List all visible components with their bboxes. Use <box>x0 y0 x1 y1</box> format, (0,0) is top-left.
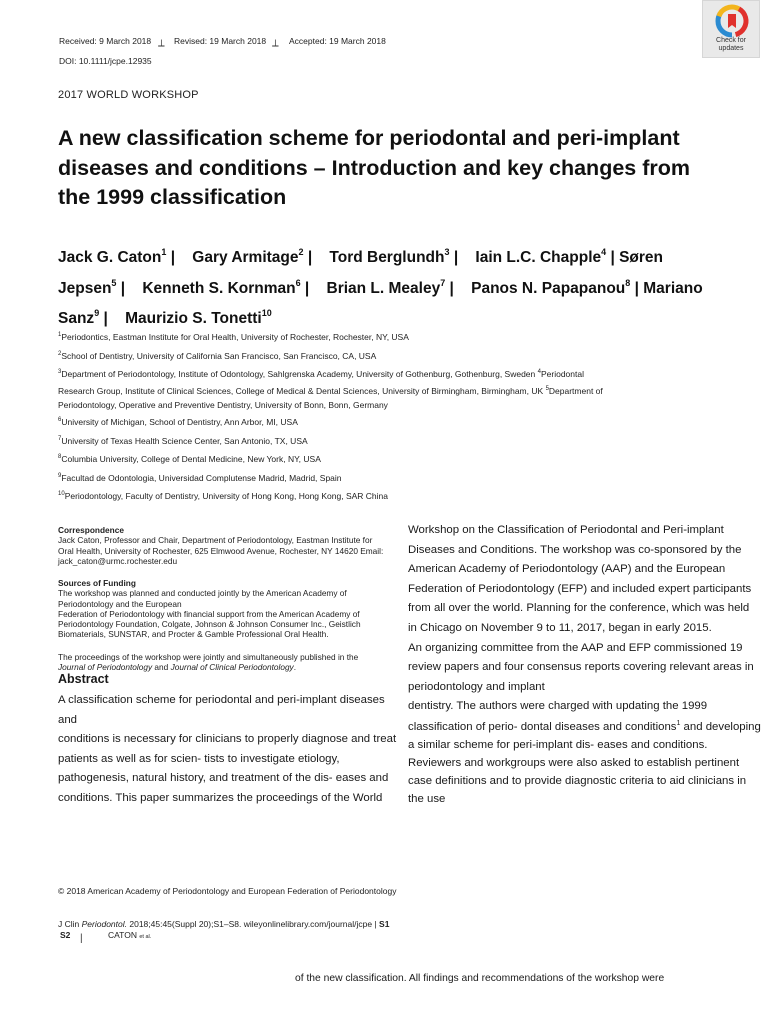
accepted-date: Accepted: 19 March 2018 <box>289 36 386 46</box>
copyright: © 2018 American Academy of Periodontology and European Federation of Periodontology <box>58 886 397 896</box>
author-name: Tord Berglundh <box>329 249 445 266</box>
author-name: Kenneth S. Kornman <box>142 279 296 297</box>
author-name: Panos N. Papapanou <box>471 279 626 297</box>
meta-separator: ⟂ <box>158 38 165 49</box>
footer-separator: | <box>80 933 83 944</box>
page-number: S1 <box>379 919 390 929</box>
running-head: CATON et al. <box>108 930 152 940</box>
author-name: Iain L.C. Chapple <box>475 249 602 266</box>
affiliations: $^1$Periodontics, Eastman Institute for Oral Health, University of Rochester, Rochester, NY, USA $^2$School of Dentistry, University of California San Francisco, San Francisco, CA, USA $^3$Department of Periodontology, Institute of Odontology, Sahlgrenska Academy, University of Gothenburg, Gothenburg, Sweden $^4$Periodontal Research Group, Institute of Clinical Sciences, College of Medical & Dental Sciences, University of Birmingham, Birmingham, UK $^5$Department of Periodontology, Operative and Preventive Dentistry, University of Bonn, Bonn, Germany $^6$University of Michigan, School of Dentistry, Ann Arbor, MI, USA $^7$University of Texas Health Science Center, San Antonio, TX, USA $^8$Columbia University, College of Dental Medicine, New York, NY, USA $^9$Facultad de Odontologia, Universidad Complutense Madrid, Madrid, Spain $^{10}$Periodontology, Faculty of Dentistry, University of Hong Kong, Hong Kong, SAR China <box>58 332 603 502</box>
correspondence-email[interactable]: jack_caton@urmc.rochester.edu <box>58 555 178 566</box>
author-name: Jack G. Caton <box>58 249 162 266</box>
check-for-updates-badge[interactable] <box>702 0 760 58</box>
page-number-2: S2 <box>60 930 71 940</box>
proceedings-note: The proceedings of the workshop were jointly and simultaneously published in the Journal of Periodontology and Journal of Clinical Periodontology. <box>58 652 359 673</box>
author-list: Jack G. Caton$^1$ | Gary Armitage$^2$ | Tord Berglundh$^3$ | Iain L.C. Chapple$^4$ | Søren Jepsen$^5$ | Kenneth S. Kornman$^6$ | Brian L. Mealey$^7$ | Panos N. Papapanou$^8$ | Mariano Sanz$^9$ | Maurizio S. Tonetti$^{10}$ <box>58 247 703 327</box>
funding-block: Sources of Funding The workshop was planned and conducted jointly by the American Academy of Periodontology and the European Federation of Periodontology with financial support from the American Academy of Periodontology Foundation, Colgate, Johnson & Johnson Consumer Inc., Geistlich Biomaterials, SUNSTAR, and Procter & Gamble Professional Oral Health. <box>58 578 361 640</box>
check-for-updates-icon <box>714 3 750 39</box>
doi[interactable]: DOI: 10.1111/jcpe.12935 <box>59 56 152 66</box>
article-title: A new classification scheme for periodontal and peri-implant diseases and conditions – Introduction and key changes from the 1999 classification <box>58 126 690 209</box>
correspondence-block: Correspondence Jack Caton, Professor and Chair, Department of Periodontology, Eastman Institute for Oral Health, University of Rochester, 625 Elmwood Avenue, Rochester, NY 14620 Email: jack_caton@urmc.rochester.edu <box>58 525 408 566</box>
citation-line: J Clin Periodontol. 2018;45:45(Suppl 20);S1–S8. wileyonlinelibrary.com/journal/jcpe | S1 <box>58 919 390 929</box>
author-name: Gary Armitage <box>192 249 299 266</box>
abstract-text: A classification scheme for periodontal and peri-implant diseases and conditions is necessary for clinicians to properly diagnose and treat patients as well as for scien- tists to investigate etiology, pathogenesis, natural history, and treatment of the dis- eases and conditions. This paper summarizes the proceedings of the World <box>58 694 397 804</box>
author-name: Brian L. Mealey <box>326 279 441 297</box>
right-column-text: Workshop on the Classification of Periodontal and Peri-implant Diseases and Conditions. The workshop was co-sponsored by the American Academy of Periodontology (AAP) and the European Federation of Periodontology (EFP) and included expert participants from all over the world. Planning for the conference, which was held in Chicago on November 9 to 11, 2017, began in early 2015. An organizing committee from the AAP and EFP commissioned 19 review papers and four consensus reports covering relevant areas in periodontology and implant dentistry. The authors were charged with updating the 1999 classification of perio- dontal diseases and conditions$^1$ and developing a similar scheme for peri-implant dis- eases and conditions. Reviewers and workgroups were also asked to establish pertinent case definitions and to provide diagnostic criteria to aid clinicians in the use <box>408 524 761 806</box>
author-name: Maurizio S. Tonetti <box>125 310 262 327</box>
meta-separator: ⟂ <box>272 38 279 49</box>
revised-date: Revised: 19 March 2018 <box>174 36 267 46</box>
continuation-text: of the new classification. All findings and recommendations of the workshop were <box>295 973 665 984</box>
received-date: Received: 9 March 2018 <box>59 36 152 46</box>
badge-label: Check for updates <box>716 37 746 52</box>
section-label: 2017 WORLD WORKSHOP <box>58 89 199 101</box>
abstract-heading: Abstract <box>58 672 109 686</box>
